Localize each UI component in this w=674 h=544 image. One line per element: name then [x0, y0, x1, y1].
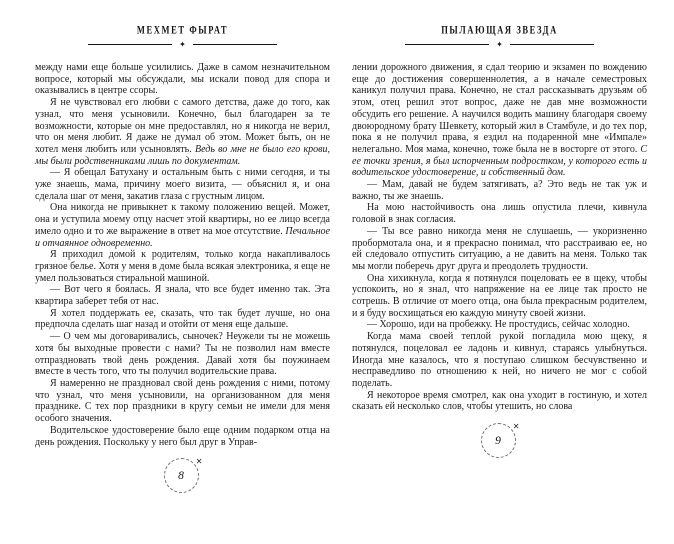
paragraph: [352, 331, 647, 390]
body-text-segment: Когда мама своей теплой рукой погладила мою щеку, я потянулся, поцеловал ее ладонь и кивнул, стараясь улыбнуться. Иногда мне казалось, что я поступаю слишком бесчувственно и несправедливо по отношению к ней, но ничего не мог с собой поделать.: [352, 331, 647, 389]
paragraph: [352, 319, 647, 331]
body-text-segment: — Мам, давай не будем затягивать, а? Это ведь не так уж и важно, ты же знаешь.: [352, 179, 647, 202]
right-page: [352, 22, 647, 544]
page-number: 9: [481, 423, 516, 458]
paragraph: [35, 62, 330, 97]
body-text-segment: лении дорожного движения, я сдал теорию и экзамен по вождению еще до достижения совершеннолетия, а в начале семестровых каникул получил права. Конечно, не стал рассказывать друзьям об этом, отец решил этот вопрос, даже не дав мне возможности обсудить его решение. А научился водить машину благодаря своему двоюродному брату Шевкету, который жил в Стамбуле, и до тех пор, пока я не получил права, я ездил на подаренной мне «Импале» нелегально. Моя мама, конечно, тоже была не в восторге от этого.: [352, 62, 647, 155]
page-number-ornament: [163, 455, 203, 495]
rule-line: [193, 44, 277, 45]
right-page-footer: [352, 420, 647, 460]
running-head-left: МЕХМЕТ ФЫРАТ: [136, 22, 229, 36]
body-text-segment: Я хотел поддержать ее, сказать, что так будет лучше, но она предпочла сделать шаг назад и отойти от меня еще дальше.: [35, 307, 330, 331]
paragraph: [35, 378, 330, 425]
paragraph: [35, 331, 330, 378]
paragraph: [35, 308, 330, 331]
right-page-header: [352, 22, 647, 49]
rule-line: [510, 44, 594, 45]
body-text-segment: — Хорошо, иди на пробежку. Не простудись, сейчас холодно.: [367, 319, 630, 331]
left-page-footer: [35, 455, 330, 495]
sparkle-icon: ✕: [195, 457, 203, 467]
rule-line: [405, 44, 489, 45]
body-text-segment: — О чем мы договаривались, сыночек? Неужели ты не можешь хотя бы выходные провести с нами? Ты не позволил нам вместе отпраздновать твой день рождения. Давай хотя бы поужинаем вместе в честь того, что ты получил водительские права.: [35, 331, 330, 378]
left-page-body: [35, 62, 330, 448]
body-text-segment: Водительское удостоверение было еще одним подарком отца на день рождения. Поскольку у него был друг в Управ-: [35, 424, 330, 448]
body-text-segment: между нами еще больше усилились. Даже в самом незначительном вопросе, который мы обсуждали, мы искали повод для спора и оказывались в центре ссоры.: [35, 62, 330, 97]
paragraph: [35, 97, 330, 167]
body-text-segment: — Я обещал Батухану и остальным быть с ними сегодня, и ты уже знаешь, мама, причину моего визита, — объяснил я, и она сделала шаг от меня, закатив глаза с грустным лицом.: [35, 167, 330, 202]
right-page-body: [352, 62, 647, 413]
paragraph: [35, 202, 330, 249]
body-text-segment: Я приходил домой к родителям, только когда накапливалось грязное белье. Хотя у меня в доме была всякая электроника, я еще не умел пользоваться стиральной машиной.: [35, 249, 330, 284]
body-text-segment: — Вот чего я боялась. Я знала, что все будет именно так. Эта квартира заберет тебя от нас.: [35, 284, 330, 308]
body-text-segment: Она никогда не привыкнет к такому положению вещей. Может, она и уступила моему отцу насчет этой квартиры, но ее лицо всегда имело одно и то же выражение в ответ на мое отсутствие.: [35, 202, 330, 237]
body-text-segment: Я намеренно не праздновал свой день рождения с ними, потому что узнал, что меня усыновили, на организованном для меня празднике. С тех пор праздники в кругу семьи не имели для меня особого значения.: [35, 377, 330, 425]
rule-line: [88, 44, 172, 45]
paragraph: [352, 226, 647, 273]
body-text-segment: Я некоторое время смотрел, как она уходит в гостиную, и хотел сказать ей несколько слов, чтобы утешить, но слова: [352, 389, 647, 413]
sparkle-icon: ✕: [512, 422, 520, 432]
paragraph: [35, 425, 330, 448]
paragraph: [352, 62, 647, 179]
paragraph: [352, 390, 647, 413]
header-ornament-rule: [352, 40, 647, 49]
left-page: [35, 22, 330, 544]
four-point-star-icon: ✦: [496, 39, 503, 49]
body-text-segment: Она хихикнула, когда я потянулся поцеловать ее в щеку, чтобы успокоить, но я знал, что напряжение на ее лице так просто не сотрешь. В отличие от моего отца, она была прекрасным родителем, и я буду восхищаться ею каждую минуту своей жизни.: [352, 272, 647, 319]
body-text-segment: На мою настойчивость она лишь опустила плечи, кивнула головой в знак согласия.: [352, 202, 647, 226]
paragraph: [352, 179, 647, 202]
paragraph: [352, 202, 647, 225]
italic-text: С ее точки зрения, я был испорченным подростком, у которого есть и водительское удостоверение, и собственный дом.: [352, 143, 647, 179]
italic-text: Ведь во мне не было его крови, мы были родственниками лишь по документам.: [35, 143, 330, 167]
running-head-right: ПЫЛАЮЩАЯ ЗВЕЗДА: [441, 22, 558, 36]
paragraph: [352, 273, 647, 320]
paragraph: [35, 249, 330, 284]
left-page-header: [35, 22, 330, 49]
body-text-segment: Я не чувствовал его любви с самого детства, даже до того, как узнал, что меня усыновили. Конечно, был благодарен за те возможности, которые он мне предоставлял, но я никогда не верил, что он меня любит. Я даже не думал об этом. Может быть, он не хотел меня любить или усыновлять.: [35, 97, 330, 155]
four-point-star-icon: ✦: [179, 39, 186, 49]
body-text-segment: — Ты все равно никогда меня не слушаешь, — укоризненно пробормотала она, и я прекрасно понимал, что расстраиваю ее, но ей следовало отпустить ситуацию, а не давить на меня. Только так мы могли поберечь друг друга и преодолеть трудности.: [352, 225, 647, 272]
page-number-ornament: [480, 420, 520, 460]
italic-text: Печальное и отчаянное одновременно.: [35, 225, 330, 249]
header-ornament-rule: [35, 40, 330, 49]
paragraph: [35, 284, 330, 307]
paragraph: [35, 167, 330, 202]
page-number: 8: [164, 458, 199, 493]
